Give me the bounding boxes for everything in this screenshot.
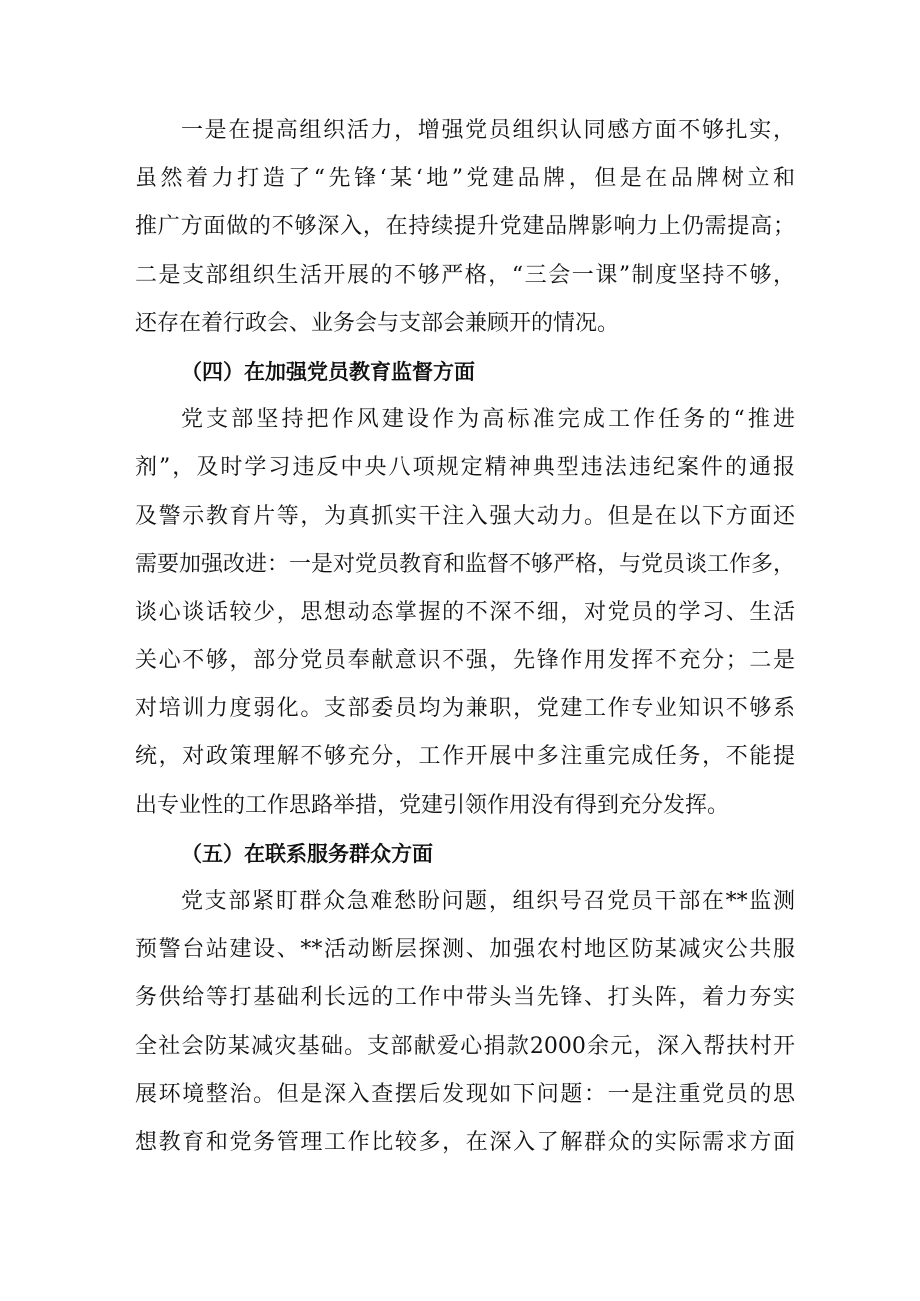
text-line: 务供给等打基础利长远的工作中带头当先锋、打头阵，着力夯实	[135, 985, 795, 1011]
text-line: 虽然着力打造了“先锋‘某‘地”党建品牌，但是在品牌树立和	[135, 166, 795, 192]
text-line: 全社会防某减灾基础。支部献爱心捐款2000余元，深入帮扶村开	[135, 1033, 795, 1059]
section-heading-five: （五）在联系服务群众方面	[181, 841, 433, 866]
text-line: 还存在着行政会、业务会与支部会兼顾开的情况。	[135, 310, 620, 336]
paragraph-serving-masses	[135, 878, 795, 1167]
text-line: 想教育和党务管理工作比较多，在深入了解群众的实际需求方面	[135, 1129, 795, 1155]
text-line: 统，对政策理解不够充分，工作开展中多注重完成任务，不能提	[135, 744, 795, 770]
text-line: 二是支部组织生活开展的不够严格，“三会一课”制度坚持不够，	[135, 262, 795, 288]
section-heading-four: （四）在加强党员教育监督方面	[181, 359, 475, 384]
text-line: 预警台站建设、**活动断层探测、加强农村地区防某减灾公共服	[135, 937, 795, 963]
paragraph-organization-vitality	[135, 107, 795, 348]
text-line: 出专业性的工作思路举措，党建引领作用没有得到充分发挥。	[135, 792, 730, 818]
paragraph-education-supervision	[135, 396, 795, 830]
text-line: 党支部紧盯群众急难愁盼问题，组织号召党员干部在**监测	[181, 889, 795, 914]
text-line: 一是在提高组织活力，增强党员组织认同感方面不够扎实，	[181, 118, 795, 143]
text-line: 谈心谈话较少，思想动态掌握的不深不细，对党员的学习、生活	[135, 599, 795, 625]
text-line: 剂”，及时学习违反中央八项规定精神典型违法违纪案件的通报	[135, 455, 795, 481]
text-line: 对培训力度弱化。支部委员均为兼职，党建工作专业知识不够系	[135, 696, 795, 722]
text-line: 展环境整治。但是深入查摆后发现如下问题：一是注重党员的思	[135, 1081, 795, 1107]
text-line: 需要加强改进：一是对党员教育和监督不够严格，与党员谈工作多，	[135, 551, 796, 577]
document-body	[135, 107, 795, 1167]
text-line: 党支部坚持把作风建设作为高标准完成工作任务的“推进	[181, 407, 795, 433]
text-line: 及警示教育片等，为真抓实干注入强大动力。但是在以下方面还	[135, 503, 795, 529]
text-line: 推广方面做的不够深入，在持续提升党建品牌影响力上仍需提高；	[135, 214, 795, 240]
text-line: 关心不够，部分党员奉献意识不强，先锋作用发挥不充分；二是	[135, 648, 795, 674]
